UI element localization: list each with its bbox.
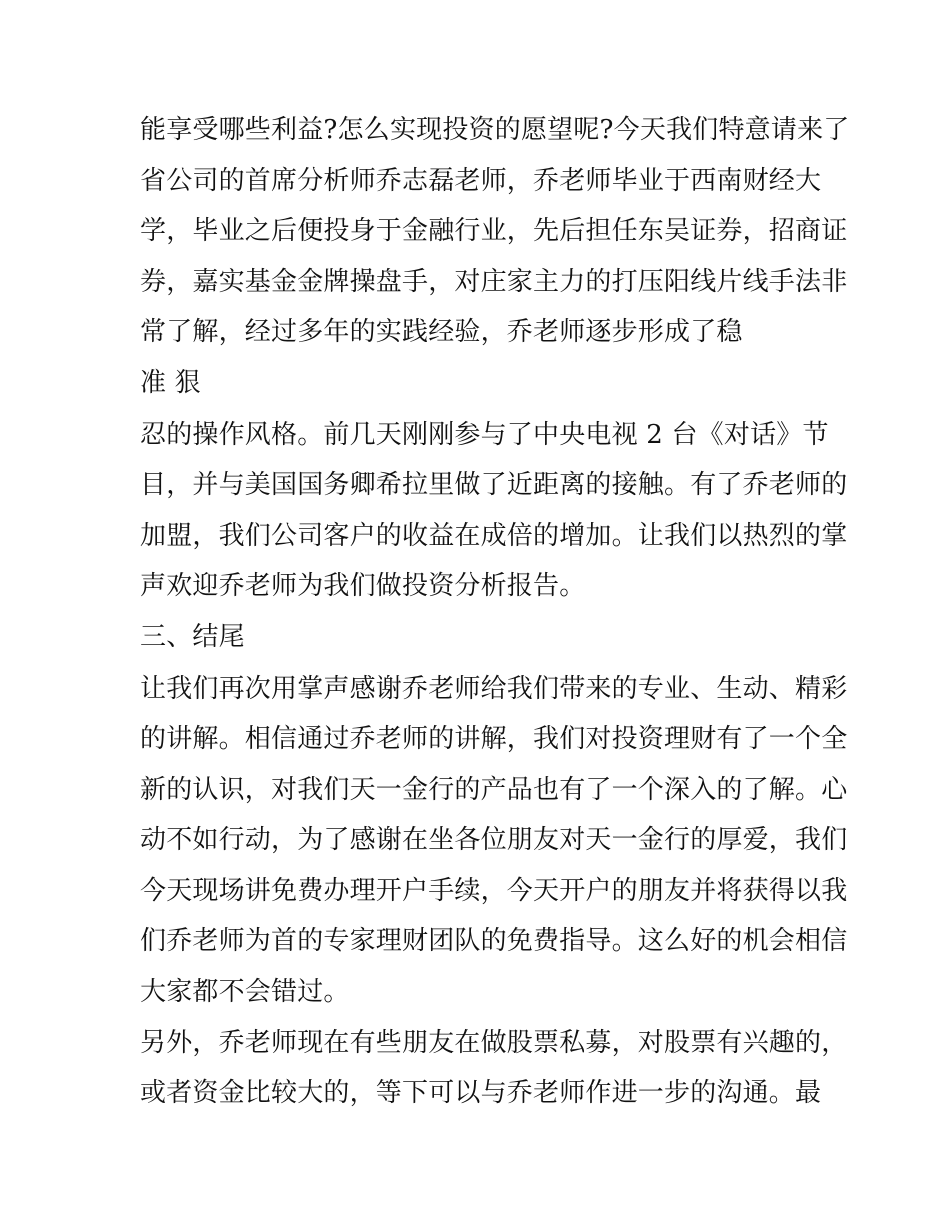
text-line: 券，嘉实基金金牌操盘手，对庄家主力的打压阳线片线手法非 — [140, 267, 848, 297]
text-line: 常了解，经过多年的实践经验，乔老师逐步形成了稳 — [140, 317, 743, 347]
text-line: 们乔老师为首的专家理财团队的免费指导。这么好的机会相信 — [140, 926, 848, 956]
text-line: 能享受哪些利益?怎么实现投资的愿望呢?今天我们特意请来了 — [140, 115, 850, 145]
text-line: 的讲解。相信通过乔老师的讲解，我们对投资理财有了一个全 — [140, 724, 848, 754]
text-line: 忍的操作风格。前几天刚刚参与了中央电视 2 台《对话》节 — [140, 420, 829, 450]
text-line: 声欢迎乔老师为我们做投资分析报告。 — [140, 571, 586, 601]
text-line: 目，并与美国国务卿希拉里做了近距离的接触。有了乔老师的 — [140, 470, 848, 500]
text-line: 准 狠 — [140, 368, 201, 398]
text-line: 大家都不会错过。 — [140, 977, 350, 1007]
text-line: 动不如行动，为了感谢在坐各位朋友对天一金行的厚爱，我们 — [140, 825, 848, 855]
text-line: 或者资金比较大的，等下可以与乔老师作进一步的沟通。最 — [140, 1078, 822, 1108]
text-line: 另外，乔老师现在有些朋友在做股票私募，对股票有兴趣的， — [140, 1028, 848, 1058]
text-line: 让我们再次用掌声感谢乔老师给我们带来的专业、生动、精彩 — [140, 674, 848, 704]
section-heading: 三、结尾 — [140, 622, 245, 652]
text-line: 学，毕业之后便投身于金融行业，先后担任东吴证券，招商证 — [140, 216, 848, 246]
text-line: 省公司的首席分析师乔志磊老师，乔老师毕业于西南财经大 — [140, 166, 822, 196]
text-line: 加盟，我们公司客户的收益在成倍的增加。让我们以热烈的掌 — [140, 521, 848, 551]
text-line: 新的认识，对我们天一金行的产品也有了一个深入的了解。心 — [140, 775, 848, 805]
text-line: 今天现场讲免费办理开户手续，今天开户的朋友并将获得以我 — [140, 876, 848, 906]
